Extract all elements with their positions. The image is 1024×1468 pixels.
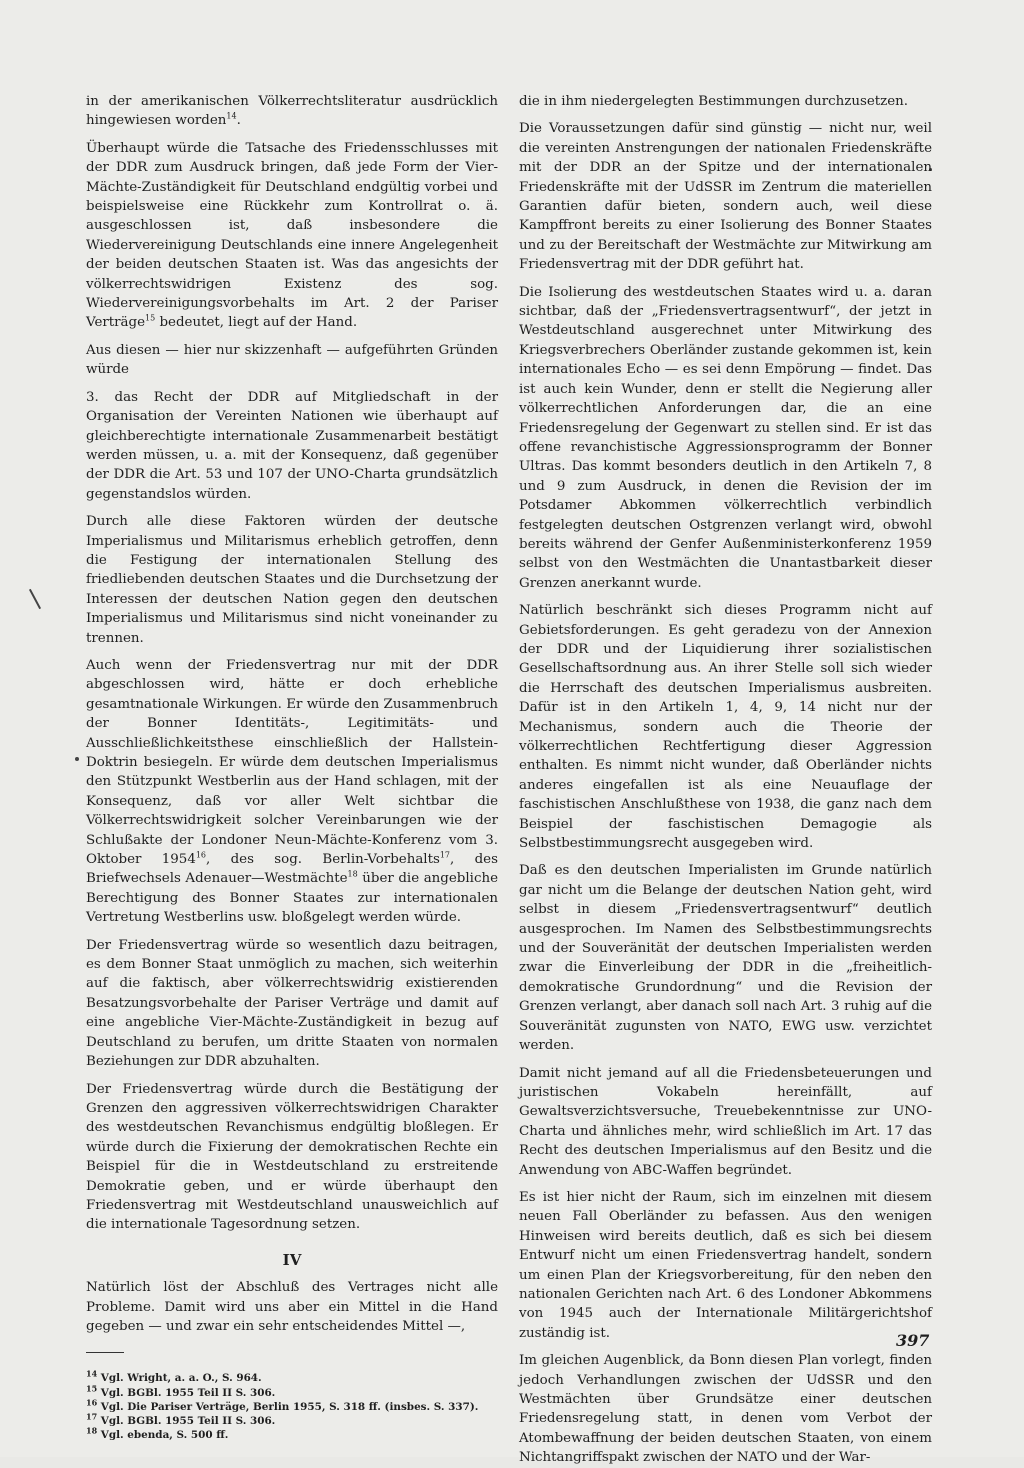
margin-mark (29, 589, 41, 609)
footnote: $^{14}$ Vgl. Wright, a. a. O., S. 964. (86, 1368, 262, 1385)
paragraph: Durch alle diese Faktoren würden der deutsche Imperialismus und Militarismus erheblich getroffen, denn die Festigung der internationalen Stellung des friedliebenden deutschen Staates und die Durchsetzung der Interessen der deutschen Nation gegen den deutschen Imperialismus und Militarismus sind nicht voneinander zu trennen. (86, 514, 498, 646)
footnotes (86, 1368, 498, 1442)
footnote: $^{15}$ Vgl. BGBl. 1955 Teil II S. 306. (86, 1383, 276, 1399)
paragraph: 3. das Recht der DDR auf Mitgliedschaft in der Organisation der Vereinten Nationen wie überhaupt auf gleichberechtigte internationale Zusammenarbeit bestätigt werden müssen, u. a. mit der Konsequenz, daß gegenüber der DDR die Art. 53 und 107 der UNO-Charta grundsätzlich gegenstandslos würden. (86, 389, 498, 502)
margin-mark (75, 757, 79, 761)
footnote-ref: 16 (195, 850, 207, 860)
paragraph: Daß es den deutschen Imperialisten im Grunde natürlich gar nicht um die Belange der deutschen Nation geht, wird selbst in diesem „Friedensvertragsentwurf“ deutlich ausgesprochen. Im Namen des Selbstbestimmungsrechts und der Souveränität der deutschen Imperialisten werden zwar die Einverleibung der DDR in die „freiheitlich-demokratische Grundordnung“ und die Revision der Grenzen verlangt, aber danach soll nach Art. 3 ruhig auf die Souveränität zugunsten von NATO, EWG usw. verzichtet werden. (519, 863, 932, 1054)
footnote-ref: 15 (145, 314, 156, 323)
footnote: $^{17}$ Vgl. BGBl. 1955 Teil II S. 306. (86, 1411, 276, 1427)
footnote: $^{18}$ Vgl. ebenda, S. 500 ff. (86, 1425, 229, 1442)
paragraph: Natürlich löst der Abschluß des Vertrages nicht alle Probleme. Damit wird uns aber ein Mittel in die Hand gegeben — und zwar ein sehr entscheidendes Mittel —, (86, 1280, 498, 1334)
footnote-ref: 14 (226, 111, 237, 121)
paragraph: Damit nicht jemand auf all die Friedensbeteuerungen und juristischen Vokabeln hereinfällt, auf Gewaltsverzichtsversuche, Treuebekenntnisse zur UNO-Charta und ähnliches mehr, wird schließlich im Art. 17 das Recht des deutschen Imperialismus auf den Besitz und die Anwendung von ABC-Waffen begründet. (519, 1065, 932, 1178)
section-heading: IV (282, 1250, 302, 1269)
paragraph: Aus diesen — hier nur skizzenhaft — aufgeführten Gründen würde (86, 342, 498, 378)
page-number: 397 (896, 1331, 930, 1350)
footnote-ref: 17 (439, 850, 451, 860)
paragraph: Der Friedensvertrag würde so wesentlich dazu beitragen, es dem Bonner Staat unmöglich zu machen, sich weiterhin auf die faktisch, aber völkerrechtswidrig existierenden Besatzungsvorbehalte der Pariser Verträge und damit auf eine angebliche Vier-Mächte-Zuständigkeit in bezug auf Deutschland zu berufen, um dritte Staaten von normalen Beziehungen zur DDR abzuhalten. (86, 937, 498, 1070)
footnote-divider (86, 1352, 124, 1353)
footnote: $^{16}$ Vgl. Die Pariser Verträge, Berlin 1955, S. 318 ff. (insbes. S. 337). (86, 1397, 479, 1413)
footnote-ref: 18 (347, 869, 358, 879)
paragraph: Natürlich beschränkt sich dieses Programm nicht auf Gebietsforderungen. Es geht geradezu von der Annexion der DDR und der Liquidierung ihrer sozialistischen Gesellschaftsordnung aus. An ihrer Stelle soll sich wieder die Herrschaft des deutschen Imperialismus ausbreiten. Dafür ist in den Artikeln 1, 4, 9, 14 nicht nur der Mechanismus, sondern auch die Theorie der völkerrechtlichen Rechtfertigung dieser Aggression enthalten. Es nimmt nicht wunder, daß Oberländer nichts anderes eingefallen ist als eine Neuauflage der faschistischen Anschlußthese von 1938, die ganz nach dem Beispiel der faschistischen Demagogie als Selbstbestimmungsrecht ausgegeben wird. (519, 603, 932, 852)
paragraph: Es ist hier nicht der Raum, sich im einzelnen mit diesem neuen Fall Oberländer zu befassen. Aus den wenigen Hinweisen wird bereits deutlich, daß es sich bei diesem Entwurf nicht um einen Friedensvertrag handelt, sondern um einen Plan der Kriegsvorbereitung, für den neben den nationalen Gerichten nach Art. 6 des Londoner Abkommens von 1945 auch der Internationale Militärgerichtshof zuständig ist. (519, 1189, 932, 1341)
paragraph: die in ihm niedergelegten Bestimmungen durchzusetzen. (519, 94, 909, 109)
paragraph: Auch wenn der Friedensvertrag nur mit der DDR abgeschlossen wird, hätte er doch erhebliche gesamtnationale Wirkungen. Er würde den Zusammenbruch der Bonner Identitäts-, Legitimitäts- und Ausschließlichkeitsthese einschließlich der Hallstein-Doktrin besiegeln. Er würde dem deutschen Imperialismus den Stützpunkt Westberlin aus der Hand schlagen, mit der Konsequenz, daß vor aller Welt sichtbar die Völkerrechtswidrigkeit solcher Vereinbarungen wie der Schlußakte der Londoner Neun-Mächte-Konferenz vom 3. Oktober 1954$^{16}$, des sog. Berlin-Vorbehalts$^{17}$, des Briefwechsels Adenauer—Westmächte$^{18}$ über die angebliche Berechtigung des Bonner Staates zur internationalen Vertretung Westberlins usw. bloßgelegt werden würde. (86, 657, 498, 926)
paragraph: Die Isolierung des westdeutschen Staates wird u. a. daran sichtbar, daß der „Friedensvertragsentwurf“, der jetzt in Westdeutschland ausgerechnet unter Mitwirkung des Kriegsverbrechers Oberländer zustande gekommen ist, kein internationales Echo — es sei denn Empörung — findet. Das ist auch kein Wunder, denn er stellt die Negierung aller völkerrechtlichen Anforderungen dar, die an eine Friedensregelung der Gegenwart zu stellen sind. Er ist das offene revanchistische Aggressionsprogramm der Bonner Ultras. Das kommt besonders deutlich in den Artikeln 7, 8 und 9 zum Ausdruck, in denen die Revision der im Potsdamer Abkommen völkerrechtlich verbindlich festgelegten deutschen Ostgrenzen verlangt wird, obwohl bereits während der Genfer Außenministerkonferenz 1959 selbst von den Westmächten die Unantastbarkeit dieser Grenzen anerkannt wurde. (519, 284, 932, 591)
paragraph: Überhaupt würde die Tatsache des Friedensschlusses mit der DDR zum Ausdruck bringen, daß jede Form der Vier-Mächte-Zuständigkeit für Deutschland endgültig vorbei und beispielsweise eine Rückkehr zum Kontrollrat o. ä. ausgeschlossen ist, daß insbesondere die Wiedervereinigung Deutschlands eine innere Angelegenheit der beiden deutschen Staaten ist. Was das angesichts der völkerrechtswidrigen Existenz des sog. Wiedervereinigungsvorbehalts im Art. 2 der Pariser Verträge$^{15}$ bedeutet, liegt auf der Hand. (86, 140, 498, 331)
paragraph: Die Voraussetzungen dafür sind günstig — nicht nur, weil die vereinten Anstrengungen der nationalen Friedenskräfte mit der DDR an der Spitze und der internationalen Friedenskräfte mit der UdSSR im Zentrum die materiellen Garantien dafür bieten, sondern auch, weil diese Kampffront bereits zu einer Isolierung des Bonner Staates und zu der Bereitschaft der Westmächte zur Mitwirkung am Friedensvertrag mit der DDR geführt hat. (519, 121, 932, 273)
left-column (86, 92, 498, 1442)
right-column (519, 92, 932, 1468)
paragraph: Der Friedensvertrag würde durch die Bestätigung der Grenzen den aggressiven völkerrechtswidrigen Charakter des westdeutschen Revanchismus endgültig bloßlegen. Er würde durch die Fixierung der demokratischen Rechte ein Beispiel für die in Westdeutschland zu erstreitende Demokratie geben, und er würde überhaupt den Friedensvertrag mit Westdeutschland unausweichlich auf die internationale Tagesordnung setzen. (86, 1081, 498, 1233)
paragraph: in der amerikanischen Völkerrechtsliteratur ausdrücklich hingewiesen worden$^{14}$. (86, 94, 498, 129)
paragraph: Im gleichen Augenblick, da Bonn diesen Plan vorlegt, finden jedoch Verhandlungen zwischen der UdSSR und den Westmächten über Grundsätze einer deutschen Friedensregelung statt, in denen vom Verbot der Atombewaffnung der beiden deutschen Staaten, von einem Nichtangriffspakt zwischen der NATO und der War- (519, 1353, 932, 1466)
